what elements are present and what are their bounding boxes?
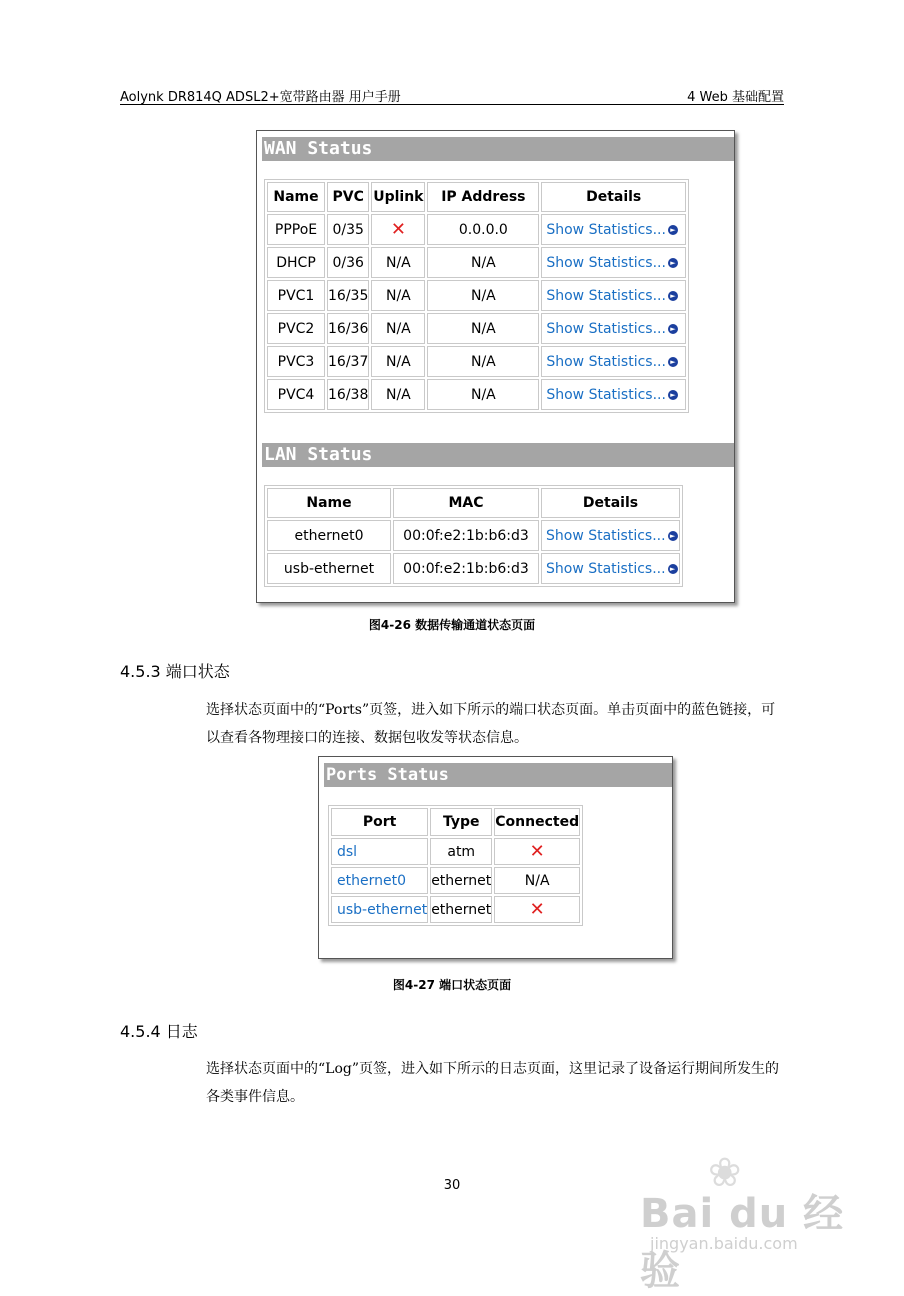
figure-caption: 图4-27 端口状态页面 xyxy=(392,978,512,992)
type-cell: ethernet xyxy=(430,867,492,894)
table-row xyxy=(267,346,686,377)
name-cell: PPPoE xyxy=(267,214,325,245)
table-row xyxy=(267,379,686,410)
arrow-circle-icon[interactable]: ► xyxy=(668,225,678,235)
arrow-circle-icon[interactable]: ► xyxy=(668,531,678,541)
port-link[interactable]: usb-ethernet xyxy=(337,901,428,918)
red-x-icon: ✕ xyxy=(529,841,545,862)
name-cell: PVC4 xyxy=(267,379,325,410)
port-cell xyxy=(331,896,428,923)
port-link[interactable]: dsl xyxy=(337,843,358,860)
col-header: Port xyxy=(331,808,428,836)
mac-cell: 00:0f:e2:1b:b6:d3 xyxy=(393,553,539,584)
arrow-circle-icon[interactable]: ► xyxy=(668,357,678,367)
col-header: Details xyxy=(541,488,680,518)
lan-status-table xyxy=(264,485,683,587)
figure-caption: 图4-26 数据传输通道状态页面 xyxy=(368,618,536,632)
name-cell: PVC3 xyxy=(267,346,325,377)
pvc-cell: 16/37 xyxy=(327,346,369,377)
wan-status-title: WAN Status xyxy=(262,137,734,161)
table-row xyxy=(267,553,680,584)
ip-address-cell: N/A xyxy=(427,313,539,344)
header-doc-title: Aolynk DR814Q ADSL2+宽带路由器 用户手册 xyxy=(120,90,401,105)
show-statistics-link[interactable]: Show Statistics... xyxy=(546,254,666,271)
ports-status-screenshot xyxy=(318,756,673,959)
col-header: Uplink xyxy=(371,182,425,212)
pvc-cell: 16/38 xyxy=(327,379,369,410)
details-cell xyxy=(541,247,686,278)
type-cell: atm xyxy=(430,838,492,865)
table-row xyxy=(331,896,580,923)
mac-cell: 00:0f:e2:1b:b6:d3 xyxy=(393,520,539,551)
show-statistics-link[interactable]: Show Statistics... xyxy=(546,221,666,238)
uplink-cell xyxy=(371,214,425,245)
port-cell xyxy=(331,838,428,865)
show-statistics-link[interactable]: Show Statistics... xyxy=(546,287,666,304)
ports-status-title: Ports Status xyxy=(324,763,672,787)
table-row xyxy=(267,520,680,551)
wan-lan-status-screenshot xyxy=(256,130,735,603)
connected-cell: N/A xyxy=(494,867,580,894)
pvc-cell: 16/36 xyxy=(327,313,369,344)
table-row xyxy=(267,313,686,344)
details-cell xyxy=(541,520,680,551)
uplink-cell: N/A xyxy=(371,313,425,344)
baidu-jingyan-watermark xyxy=(640,1148,860,1294)
uplink-cell: N/A xyxy=(371,247,425,278)
section-paragraph: 选择状态页面中的“Ports”页签，进入如下所示的端口状态页面。单击页面中的蓝色链接，可以查看各物理接口的连接、数据包收发等状态信息。 xyxy=(206,702,776,746)
wan-status-table xyxy=(264,179,689,413)
uplink-cell: N/A xyxy=(371,379,425,410)
table-row xyxy=(267,247,686,278)
col-header: Type xyxy=(430,808,492,836)
section-heading: 4.5.3 端口状态 xyxy=(120,662,230,681)
pvc-cell: 0/35 xyxy=(327,214,369,245)
port-link[interactable]: ethernet0 xyxy=(337,872,406,889)
details-cell xyxy=(541,553,680,584)
arrow-circle-icon[interactable]: ► xyxy=(668,258,678,268)
table-row xyxy=(267,214,686,245)
section-paragraph: 选择状态页面中的“Log”页签，进入如下所示的日志页面，这里记录了设备运行期间所发生的各类事件信息。 xyxy=(206,1061,779,1105)
show-statistics-link[interactable]: Show Statistics... xyxy=(546,320,666,337)
red-x-icon: ✕ xyxy=(529,899,545,920)
show-statistics-link[interactable]: Show Statistics... xyxy=(546,560,666,577)
red-x-icon: ✕ xyxy=(390,219,406,240)
table-row xyxy=(331,838,580,865)
col-header: IP Address xyxy=(427,182,539,212)
pvc-cell: 16/35 xyxy=(327,280,369,311)
name-cell: usb-ethernet xyxy=(267,553,391,584)
details-cell xyxy=(541,313,686,344)
ip-address-cell: N/A xyxy=(427,379,539,410)
col-header: Name xyxy=(267,488,391,518)
show-statistics-link[interactable]: Show Statistics... xyxy=(546,353,666,370)
section-heading: 4.5.4 日志 xyxy=(120,1022,198,1041)
lan-status-title: LAN Status xyxy=(262,443,734,467)
arrow-circle-icon[interactable]: ► xyxy=(668,564,678,574)
show-statistics-link[interactable]: Show Statistics... xyxy=(546,527,666,544)
watermark-logo: Bai du 经验 xyxy=(640,1191,845,1294)
name-cell: PVC2 xyxy=(267,313,325,344)
pvc-cell: 0/36 xyxy=(327,247,369,278)
arrow-circle-icon[interactable]: ► xyxy=(668,324,678,334)
connected-cell xyxy=(494,896,580,923)
ip-address-cell: N/A xyxy=(427,280,539,311)
name-cell: PVC1 xyxy=(267,280,325,311)
watermark-url: jingyan.baidu.com xyxy=(650,1234,798,1253)
port-cell xyxy=(331,867,428,894)
page-number: 30 xyxy=(443,1178,461,1193)
table-row xyxy=(331,867,580,894)
col-header: Name xyxy=(267,182,325,212)
uplink-cell: N/A xyxy=(371,280,425,311)
show-statistics-link[interactable]: Show Statistics... xyxy=(546,386,666,403)
col-header: PVC xyxy=(327,182,369,212)
connected-cell xyxy=(494,838,580,865)
header-rule xyxy=(120,104,784,105)
details-cell xyxy=(541,379,686,410)
paw-icon: ❀ xyxy=(708,1150,742,1196)
col-header: MAC xyxy=(393,488,539,518)
arrow-circle-icon[interactable]: ► xyxy=(668,390,678,400)
details-cell xyxy=(541,214,686,245)
ports-status-table xyxy=(328,805,583,926)
ip-address-cell: N/A xyxy=(427,346,539,377)
header-chapter: 4 Web 基础配置 xyxy=(687,90,784,105)
details-cell xyxy=(541,280,686,311)
table-row xyxy=(267,280,686,311)
ip-address-cell: 0.0.0.0 xyxy=(427,214,539,245)
col-header: Connected xyxy=(494,808,580,836)
arrow-circle-icon[interactable]: ► xyxy=(668,291,678,301)
ip-address-cell: N/A xyxy=(427,247,539,278)
name-cell: DHCP xyxy=(267,247,325,278)
type-cell: ethernet xyxy=(430,896,492,923)
name-cell: ethernet0 xyxy=(267,520,391,551)
details-cell xyxy=(541,346,686,377)
uplink-cell: N/A xyxy=(371,346,425,377)
col-header: Details xyxy=(541,182,686,212)
